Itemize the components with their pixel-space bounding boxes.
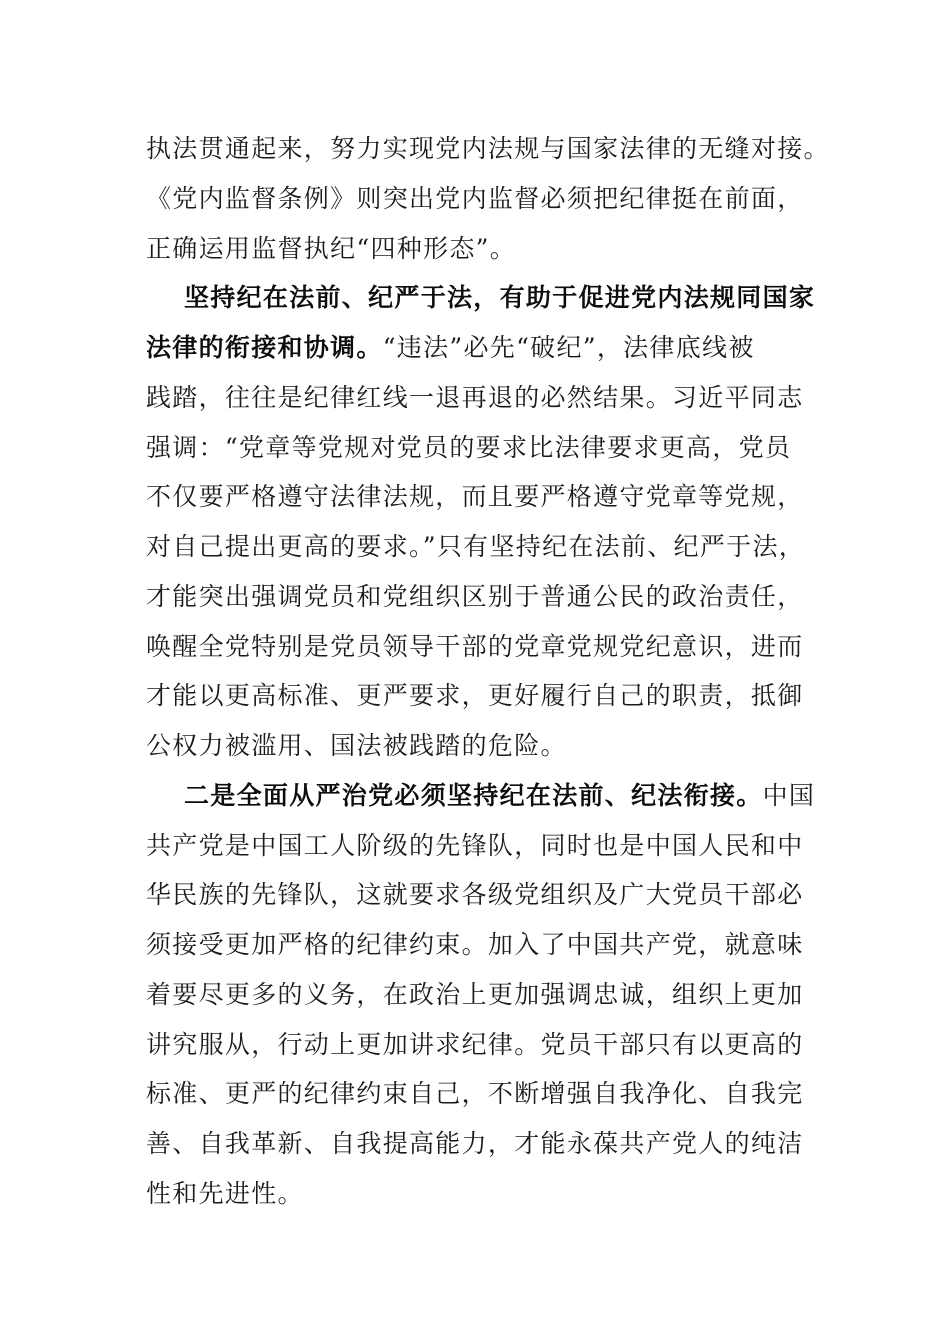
- paragraph-continued: [146, 124, 830, 273]
- text-line: 标准、更严的纪律约束自己，不断增强自我净化、自我完: [146, 1079, 804, 1109]
- text-line: 执法贯通起来，努力实现党内法规与国家法律的无缝对接。: [146, 134, 830, 163]
- paragraph-strict-party-governance: [146, 771, 816, 1219]
- paragraph-heading-bold: 二是全面从严治党必须坚持纪在法前、纪法衔接。: [184, 780, 763, 810]
- paragraph-heading-bold: 法律的衔接和协调。: [146, 333, 383, 362]
- text-line: 《党内监督条例》则突出党内监督必须把纪律挺在前面，: [146, 183, 804, 213]
- text-line: 华民族的先锋队，这就要求各级党组织及广大党员干部必: [146, 880, 804, 910]
- text-line: 才能以更高标准、更严要求，更好履行自己的职责，抵御: [146, 681, 804, 711]
- text-line: 善、自我革新、自我提高能力，才能永葆共产党人的纯洁: [146, 1129, 804, 1158]
- text-line: 不仅要严格遵守法律法规，而且要严格遵守党章等党规，: [146, 482, 804, 512]
- text-line: 践踏，往往是纪律红线一退再退的必然结果。习近平同志: [146, 382, 804, 412]
- text-run: “违法”必先“破纪”，法律底线被: [382, 333, 755, 362]
- paragraph-heading-bold: 坚持纪在法前、纪严于法，有助于促进党内法规同国家: [184, 283, 816, 313]
- text-line: 着要尽更多的义务，在政治上更加强调忠诚，组织上更加: [146, 979, 804, 1009]
- text-line: 须接受更加严格的纪律约束。加入了中国共产党，就意味: [146, 930, 804, 959]
- text-line: 才能突出强调党员和党组织区别于普通公民的政治责任，: [146, 581, 804, 611]
- text-line: 公权力被滥用、国法被践踏的危险。: [146, 731, 567, 760]
- text-line: 对自己提出更高的要求。”只有坚持纪在法前、纪严于法，: [146, 532, 806, 561]
- text-line: [146, 771, 816, 821]
- text-line: 强调：“党章等党规对党员的要求比法律要求更高，党员: [146, 432, 792, 462]
- text-line: 讲究服从，行动上更加讲求纪律。党员干部只有以更高的: [146, 1029, 804, 1059]
- text-run: 中国: [762, 780, 816, 810]
- paragraph-discipline-before-law: [146, 273, 816, 771]
- document-body: [146, 124, 830, 1219]
- text-line: 共产党是中国工人阶级的先锋队，同时也是中国人民和中: [146, 830, 804, 860]
- text-line: 唤醒全党特别是党员领导干部的党章党规党纪意识，进而: [146, 631, 804, 661]
- text-line: [146, 323, 802, 373]
- text-line: 性和先进性。: [146, 1178, 304, 1208]
- text-line: 正确运用监督执纪“四种形态”。: [146, 233, 517, 263]
